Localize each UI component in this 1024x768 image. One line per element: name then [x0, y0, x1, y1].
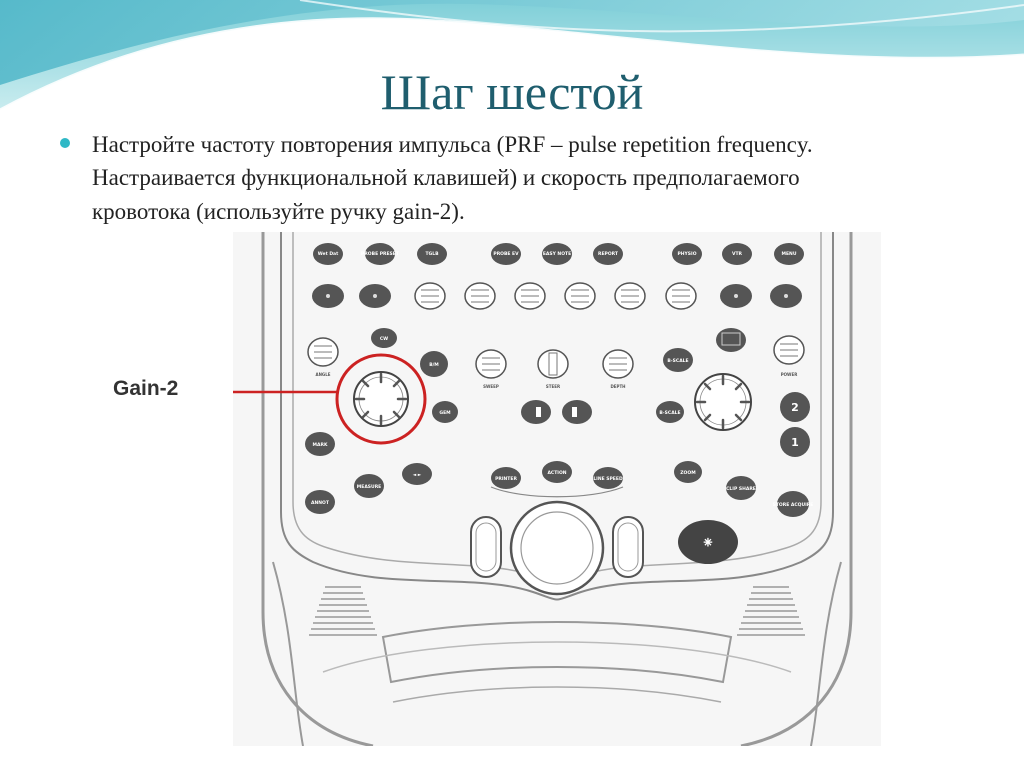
trackball[interactable]: [511, 502, 603, 594]
key-zoom[interactable]: [674, 461, 702, 483]
slider-steer[interactable]: [538, 350, 568, 378]
svg-text:⁕: ⁕: [701, 533, 715, 552]
dot-button-1[interactable]: [312, 284, 344, 308]
svg-text:ACTION: ACTION: [547, 471, 567, 476]
bullet-dot-icon: [60, 138, 70, 148]
slider-knob-6[interactable]: [666, 283, 696, 309]
control-panel-drawing: [233, 232, 881, 746]
bullet-item: [58, 128, 888, 228]
gain-1-knob[interactable]: [695, 374, 751, 430]
slider-depth[interactable]: [603, 350, 633, 378]
second-row-keys: [312, 283, 802, 309]
trackball-right-button[interactable]: [613, 517, 643, 577]
right-speaker-icon: [737, 587, 805, 635]
label-depth: DEPTH: [610, 384, 626, 389]
dot-button-4[interactable]: [770, 284, 802, 308]
key-b-scale[interactable]: [663, 348, 693, 372]
key-easy-note[interactable]: [542, 243, 572, 265]
key-square-right[interactable]: [562, 400, 592, 424]
slider-knob-2[interactable]: [465, 283, 495, 309]
slider-focus[interactable]: [476, 350, 506, 378]
key-line-speed[interactable]: [593, 467, 623, 489]
key-report[interactable]: [593, 243, 623, 265]
svg-text:MENU: MENU: [781, 252, 797, 257]
svg-text:CLIP SHARE: CLIP SHARE: [726, 487, 756, 492]
slider-knob-left[interactable]: [308, 338, 338, 366]
key-printer[interactable]: [491, 467, 521, 489]
key-bm[interactable]: [420, 351, 448, 377]
key-physio[interactable]: [672, 243, 702, 265]
gain-2-callout-label: Gain-2: [113, 377, 179, 400]
trackball-left-button[interactable]: [471, 517, 501, 577]
key-2[interactable]: [780, 392, 810, 422]
svg-text:ANNOT: ANNOT: [311, 501, 329, 506]
svg-text:MEASURE: MEASURE: [356, 485, 382, 490]
key-probe-ev[interactable]: [491, 243, 521, 265]
svg-text:B-SCALE: B-SCALE: [667, 359, 689, 364]
svg-text:PRINTER: PRINTER: [495, 477, 517, 482]
slider-knob-5[interactable]: [615, 283, 645, 309]
svg-text:GEM: GEM: [439, 411, 451, 416]
svg-text:EASY NOTE: EASY NOTE: [542, 252, 572, 257]
key-tglb[interactable]: [417, 243, 447, 265]
svg-text:2: 2: [791, 401, 799, 414]
key-clip-share[interactable]: [726, 476, 756, 500]
key-mark[interactable]: [305, 432, 335, 456]
svg-text:LINE SPEED: LINE SPEED: [593, 477, 623, 482]
dot-button-3[interactable]: [720, 284, 752, 308]
svg-text:PROBE PRESET: PROBE PRESET: [361, 252, 399, 257]
svg-text:STORE ACQUIRE: STORE ACQUIRE: [772, 503, 814, 508]
slider-knob-3[interactable]: [515, 283, 545, 309]
svg-text:Wet Dat: Wet Dat: [317, 252, 339, 257]
label-steer: STEER: [545, 384, 561, 389]
svg-text:PROBE EV: PROBE EV: [493, 252, 519, 257]
label-sweep: SWEEP: [483, 384, 499, 389]
dot-button-2[interactable]: [359, 284, 391, 308]
key-store-acquire[interactable]: [773, 491, 814, 517]
slider-knob-1[interactable]: [415, 283, 445, 309]
left-speaker-icon: [309, 587, 377, 635]
key-b-scale-2[interactable]: [656, 401, 684, 423]
key-arrows[interactable]: [402, 463, 432, 485]
key-action[interactable]: [542, 461, 572, 483]
svg-text:TGLB: TGLB: [425, 252, 439, 257]
svg-text:REPORT: REPORT: [598, 252, 618, 257]
key-gem[interactable]: [432, 401, 458, 423]
svg-text:B-SCALE: B-SCALE: [659, 411, 681, 416]
freeze-button[interactable]: [678, 520, 738, 564]
slider-power[interactable]: [774, 336, 804, 364]
key-annot[interactable]: [305, 490, 335, 514]
key-cw[interactable]: [371, 328, 397, 348]
slider-knob-4[interactable]: [565, 283, 595, 309]
key-menu[interactable]: [774, 243, 804, 265]
svg-text:ZOOM: ZOOM: [680, 471, 696, 476]
label-power: POWER: [780, 372, 798, 377]
svg-text:1: 1: [791, 436, 799, 449]
svg-text:CW: CW: [379, 337, 389, 342]
key-vtr[interactable]: [722, 243, 752, 265]
key-measure[interactable]: [354, 474, 384, 498]
top-function-keys: [313, 243, 804, 265]
label-angle: ANGLE: [315, 372, 331, 377]
svg-text:B/M: B/M: [429, 363, 439, 368]
svg-text:PHYSIO: PHYSIO: [677, 252, 697, 257]
key-1[interactable]: [780, 427, 810, 457]
svg-text:MARK: MARK: [312, 443, 328, 448]
bullet-text: Настройте частоту повторения импульса (PRF – pulse repetition frequency. Настраивается функциональной клавишей) и скорость предполагаемого кровотока (используйте ручку gain-2).: [92, 132, 813, 224]
svg-text:VTR: VTR: [731, 252, 743, 257]
key-square-left[interactable]: [521, 400, 551, 424]
slide-title: Шаг шестой: [380, 64, 644, 120]
key-3d[interactable]: [716, 328, 746, 352]
svg-text:◄ ►: ◄ ►: [412, 473, 422, 478]
gain-2-knob[interactable]: [354, 372, 408, 426]
control-panel-diagram: [233, 232, 881, 746]
key-wet-dat[interactable]: [313, 243, 343, 265]
key-probe-preset[interactable]: [361, 243, 400, 265]
